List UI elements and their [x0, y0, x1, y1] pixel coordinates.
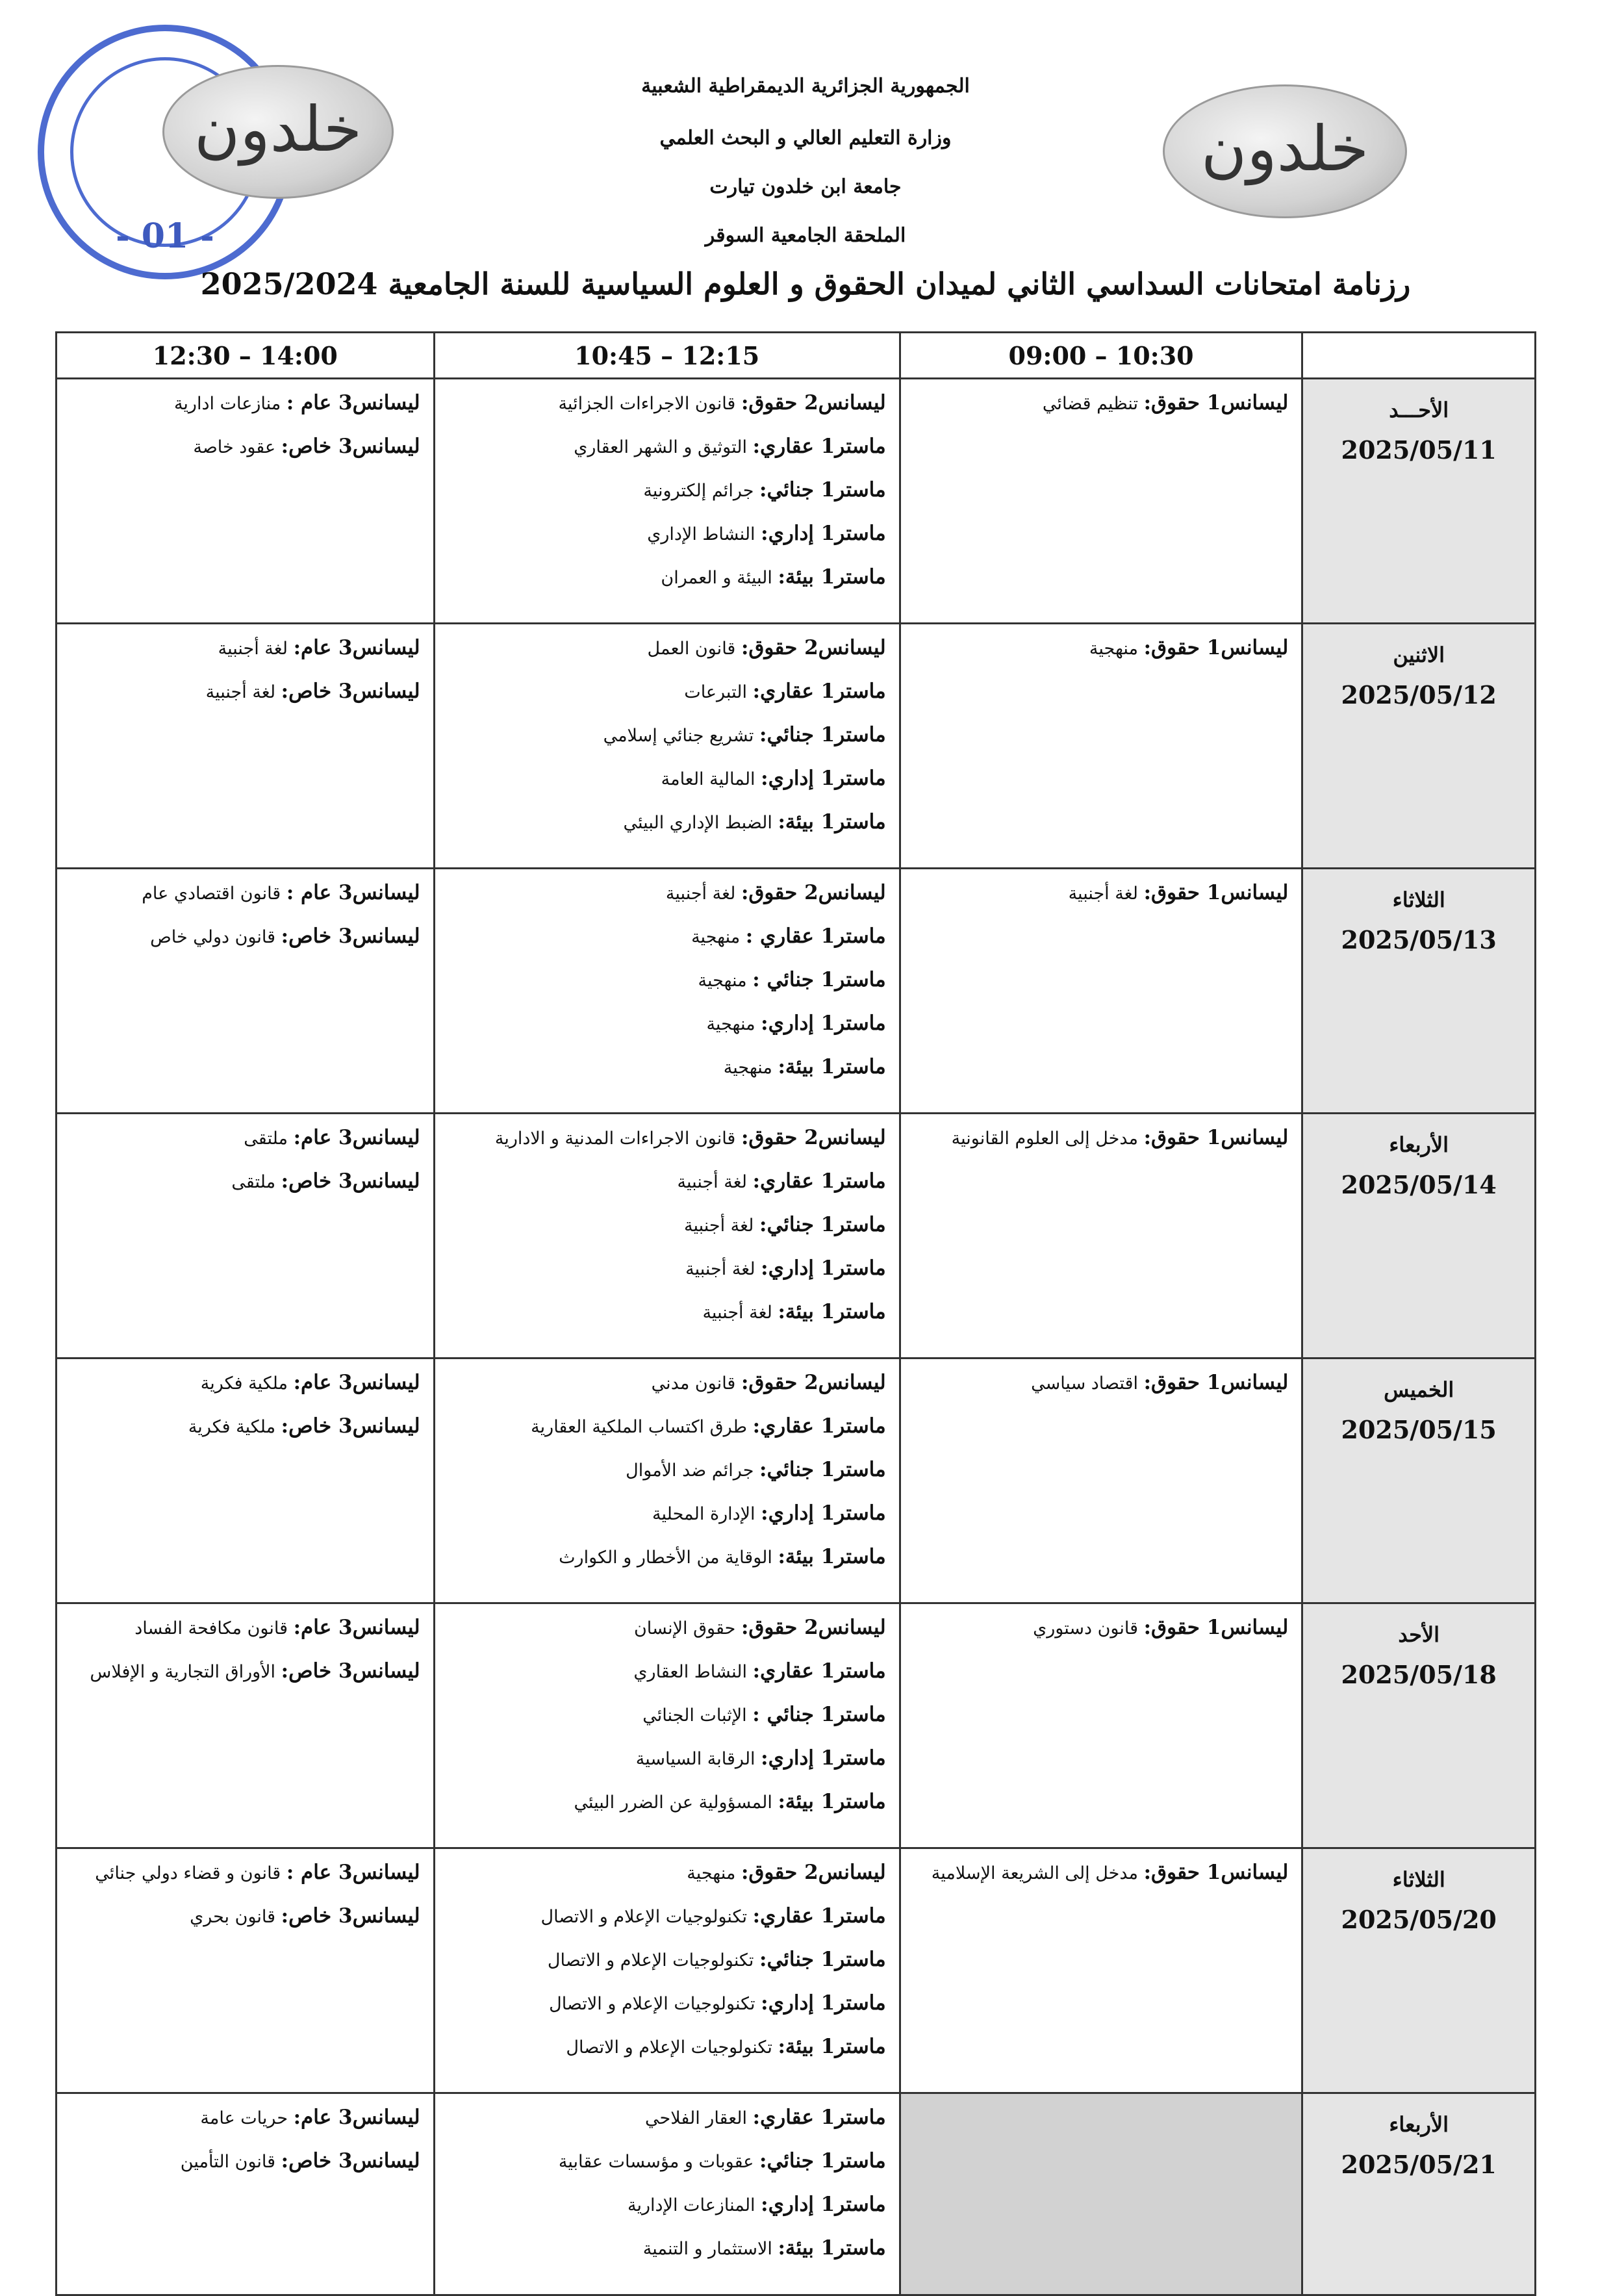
- column-header-slot1: 09:00 – 10:30: [900, 333, 1302, 379]
- exam-subject: لغة أجنبية: [685, 1259, 755, 1279]
- exam-entry: [70, 923, 420, 967]
- exam-entry: [448, 1054, 886, 1097]
- exam-level: ماستر1 جنائي:: [759, 1458, 886, 1481]
- exam-level: ليسانس1 حقوق:: [1143, 1861, 1289, 1884]
- exam-cell-slot3: [57, 379, 435, 624]
- exam-level: ليسانس3 خاص:: [281, 680, 420, 703]
- exam-subject: البيئة و العمران: [661, 568, 772, 588]
- exam-level: ماستر1 إداري:: [761, 1012, 886, 1035]
- exam-level: ماستر1 بيئة:: [778, 565, 886, 589]
- exam-entry: [448, 1299, 886, 1342]
- day-cell: [1302, 869, 1536, 1114]
- exam-entry: [448, 678, 886, 722]
- exam-subject: قانون مدني: [651, 1373, 736, 1394]
- exam-subject: منهجية: [691, 927, 741, 947]
- exam-level: ليسانس3 عام :: [286, 391, 420, 415]
- exam-level: ليسانس3 عام :: [286, 881, 420, 904]
- exam-entry: [70, 1413, 420, 1457]
- exam-entry: [70, 2148, 420, 2191]
- exam-cell-slot1: [900, 2093, 1302, 2295]
- exam-subject: منهجية: [687, 1863, 736, 1883]
- exam-level: ليسانس1 حقوق:: [1143, 391, 1289, 415]
- exam-subject: منهجية: [706, 1014, 755, 1034]
- official-stamp-number: - 01 -: [116, 216, 214, 256]
- exam-subject: الرقابة السياسية: [635, 1749, 755, 1769]
- exam-level: ليسانس2 حقوق:: [741, 1126, 886, 1149]
- exam-level: ليسانس2 حقوق:: [741, 1616, 886, 1639]
- exam-subject: قانون دستوري: [1033, 1618, 1138, 1639]
- exam-subject: الأوراق التجارية و الإفلاس: [90, 1662, 276, 1682]
- day-date: 2025/05/18: [1341, 1660, 1497, 1689]
- exam-level: ليسانس3 خاص:: [281, 1904, 420, 1928]
- exam-entry: [70, 1658, 420, 1702]
- exam-entry: [70, 1370, 420, 1413]
- exam-subject: ملكية فكرية: [188, 1417, 276, 1437]
- exam-subject: قانون اقتصادي عام: [142, 884, 281, 904]
- exam-subject: قانون دولي خاص: [150, 927, 276, 947]
- exam-entry: [448, 1500, 886, 1544]
- exam-cell-slot1: [900, 1603, 1302, 1848]
- day-name: الأربعاء: [1389, 1132, 1449, 1157]
- exam-cell-slot3: [57, 2093, 435, 2295]
- exam-level: ليسانس2 حقوق:: [741, 391, 886, 415]
- exam-subject: تكنولوجيات الإعلام و الاتصال: [540, 1907, 747, 1927]
- exam-subject: تنظيم قضائي: [1042, 394, 1138, 414]
- exam-level: ليسانس3 خاص:: [281, 1169, 420, 1193]
- day-name: الأربعاء: [1389, 2112, 1449, 2137]
- exam-level: ماستر1 جنائي :: [752, 1703, 886, 1726]
- exam-entry: [448, 1544, 886, 1587]
- day-cell: [1302, 1848, 1536, 2093]
- day-cell: [1302, 1603, 1536, 1848]
- exam-cell-slot3: [57, 869, 435, 1114]
- exam-level: ماستر1 عقاري:: [752, 435, 886, 458]
- exam-level: ماستر1 عقاري:: [752, 1904, 886, 1928]
- exam-level: ليسانس3 خاص:: [281, 2149, 420, 2173]
- exam-subject: الاستثمار و التنمية: [642, 2239, 772, 2259]
- exam-cell-slot3: [57, 1358, 435, 1603]
- exam-level: ماستر1 إداري:: [761, 1256, 886, 1280]
- exam-entry: [448, 809, 886, 852]
- logo-calligraphy: خلدون: [194, 93, 362, 166]
- exam-level: ماستر1 إداري:: [761, 1746, 886, 1770]
- exam-level: ماستر1 جنائي:: [759, 723, 886, 746]
- exam-schedule-table: [55, 331, 1536, 2296]
- exam-subject: ملتقى: [244, 1129, 288, 1149]
- exam-subject: لغة أجنبية: [205, 682, 276, 702]
- exam-level: ليسانس3 خاص:: [281, 1414, 420, 1438]
- exam-entry: [448, 1859, 886, 1903]
- exam-cell-slot1: [900, 1358, 1302, 1603]
- exam-subject: التوثيق و الشهر العقاري: [574, 437, 747, 457]
- exam-subject: قانون و قضاء دولي جنائي: [95, 1863, 281, 1883]
- logo-calligraphy: خلدون: [1200, 112, 1369, 185]
- exam-level: ماستر1 إداري:: [761, 767, 886, 790]
- exam-entry: [448, 564, 886, 607]
- exam-subject: الوقاية من الأخطار و الكوارث: [559, 1548, 772, 1568]
- exam-level: ماستر1 إداري:: [761, 2193, 886, 2216]
- exam-level: ليسانس3 عام:: [293, 2106, 420, 2129]
- exam-cell-slot3: [57, 1603, 435, 1848]
- exam-entry: [448, 967, 886, 1010]
- exam-entry: [448, 1990, 886, 2034]
- exam-subject: تكنولوجيات الإعلام و الاتصال: [549, 1994, 755, 2014]
- exam-cell-slot3: [57, 1848, 435, 2093]
- exam-level: ماستر1 بيئة:: [778, 1055, 886, 1078]
- exam-entry: [448, 1903, 886, 1946]
- exam-entry: [914, 390, 1289, 433]
- document-title: رزنامة امتحانات السداسي الثاني لميدان الحقوق و العلوم السياسية للسنة الجامعية 2025/2024: [200, 266, 1411, 301]
- exam-cell-slot2: [434, 1603, 900, 1848]
- exam-level: ماستر1 عقاري:: [752, 1169, 886, 1193]
- exam-cell-slot1: [900, 1114, 1302, 1358]
- exam-entry: [448, 2191, 886, 2235]
- day-date: 2025/05/20: [1341, 1905, 1497, 1934]
- exam-level: ليسانس2 حقوق:: [741, 636, 886, 659]
- exam-subject: عقوبات و مؤسسات عقابية: [558, 2152, 754, 2172]
- exam-entry: [914, 1125, 1289, 1168]
- exam-subject: النشاط العقاري: [633, 1662, 747, 1682]
- exam-entry: [448, 2148, 886, 2191]
- exam-level: ماستر1 إداري:: [761, 1991, 886, 2015]
- column-header-day: [1302, 333, 1536, 379]
- exam-entry: [70, 1614, 420, 1658]
- exam-level: ليسانس3 عام:: [293, 1126, 420, 1149]
- exam-entry: [448, 520, 886, 564]
- exam-entry: [70, 678, 420, 722]
- exam-cell-slot1: [900, 1848, 1302, 2093]
- day-name: الأحـــد: [1389, 398, 1449, 422]
- exam-entry: [70, 1859, 420, 1903]
- day-cell: [1302, 379, 1536, 624]
- exam-level: ليسانس3 عام:: [293, 1616, 420, 1639]
- exam-level: ماستر1 بيئة:: [778, 1300, 886, 1323]
- exam-entry: [448, 1370, 886, 1413]
- exam-subject: قانون العمل: [647, 639, 736, 659]
- exam-subject: حقوق الإنسان: [633, 1618, 736, 1639]
- day-cell: [1302, 624, 1536, 869]
- header-annex: الملحقة الجامعية السوقر: [705, 224, 906, 247]
- table-row: [57, 869, 1536, 1114]
- table-row: [57, 2093, 1536, 2295]
- exam-entry: [914, 1859, 1289, 1903]
- exam-subject: حريات عامة: [200, 2108, 288, 2128]
- exam-entry: [448, 1745, 886, 1789]
- exam-entry: [70, 2104, 420, 2148]
- exam-subject: الإدارة المحلية: [652, 1504, 755, 1524]
- schedule-body: [57, 379, 1536, 2295]
- table-row: [57, 1114, 1536, 1358]
- exam-subject: منهجية: [1089, 639, 1138, 659]
- day-date: 2025/05/15: [1341, 1415, 1497, 1444]
- exam-entry: [448, 1614, 886, 1658]
- exam-subject: منهجية: [723, 1058, 772, 1078]
- day-name: الثلاثاء: [1392, 887, 1445, 912]
- day-name: الأحد: [1398, 1622, 1440, 1647]
- exam-cell-slot2: [434, 1358, 900, 1603]
- day-date: 2025/05/11: [1341, 435, 1497, 465]
- university-logo-left: [162, 65, 394, 199]
- table-row: [57, 624, 1536, 869]
- day-name: الاثنين: [1393, 643, 1445, 667]
- exam-entry: [914, 1370, 1289, 1413]
- table-header-row: [57, 333, 1536, 379]
- exam-level: ماستر1 عقاري:: [752, 1659, 886, 1683]
- exam-level: ماستر1 إداري:: [761, 1501, 886, 1525]
- exam-subject: قانون بحري: [190, 1907, 276, 1927]
- exam-level: ليسانس3 عام :: [286, 1861, 420, 1884]
- exam-entry: [448, 477, 886, 520]
- exam-entry: [448, 1125, 886, 1168]
- exam-subject: عقود خاصة: [193, 437, 276, 457]
- university-logo-right: [1163, 84, 1407, 218]
- exam-level: ماستر1 عقاري:: [752, 680, 886, 703]
- exam-cell-slot1: [900, 379, 1302, 624]
- exam-level: ماستر1 عقاري :: [745, 925, 886, 948]
- exam-level: ليسانس3 خاص:: [281, 1659, 420, 1683]
- exam-subject: العقار الفلاحي: [645, 2108, 747, 2128]
- exam-entry: [70, 433, 420, 477]
- exam-level: ليسانس3 عام:: [293, 1371, 420, 1394]
- exam-level: ليسانس2 حقوق:: [741, 881, 886, 904]
- exam-entry: [914, 1614, 1289, 1658]
- day-date: 2025/05/13: [1341, 925, 1497, 954]
- exam-subject: المالية العامة: [661, 769, 755, 789]
- exam-entry: [70, 635, 420, 678]
- exam-cell-slot3: [57, 624, 435, 869]
- exam-level: ماستر1 جنائي:: [759, 478, 886, 502]
- exam-level: ليسانس2 حقوق:: [741, 1861, 886, 1884]
- exam-level: ماستر1 بيئة:: [778, 2035, 886, 2058]
- exam-cell-slot1: [900, 869, 1302, 1114]
- exam-entry: [448, 1946, 886, 1990]
- exam-cell-slot2: [434, 2093, 900, 2295]
- exam-entry: [448, 765, 886, 809]
- exam-cell-slot2: [434, 1114, 900, 1358]
- table-row: [57, 1848, 1536, 2093]
- exam-subject: طرق اكتساب الملكية العقارية: [531, 1417, 747, 1437]
- exam-level: ماستر1 بيئة:: [778, 1545, 886, 1568]
- exam-subject: تكنولوجيات الإعلام و الاتصال: [566, 2037, 772, 2058]
- exam-subject: ملتقى: [231, 1172, 276, 1192]
- exam-level: ليسانس3 خاص:: [281, 435, 420, 458]
- exam-level: ليسانس1 حقوق:: [1143, 1371, 1289, 1394]
- table-row: [57, 1603, 1536, 1848]
- exam-entry: [448, 1212, 886, 1255]
- exam-entry: [448, 1168, 886, 1212]
- exam-subject: لغة أجنبية: [702, 1303, 772, 1323]
- day-name: الثلاثاء: [1392, 1867, 1445, 1892]
- exam-entry: [448, 390, 886, 433]
- day-cell: [1302, 2093, 1536, 2295]
- exam-subject: النشاط الإداري: [647, 524, 755, 544]
- exam-subject: قانون الاجراءات الجزائية: [558, 394, 736, 414]
- day-cell: [1302, 1114, 1536, 1358]
- exam-subject: قانون التأمين: [180, 2152, 276, 2172]
- exam-entry: [70, 1125, 420, 1168]
- exam-subject: الإثبات الجنائي: [642, 1705, 747, 1726]
- exam-cell-slot1: [900, 624, 1302, 869]
- exam-level: ليسانس1 حقوق:: [1143, 1126, 1289, 1149]
- header-university: جامعة ابن خلدون تيارت: [709, 175, 902, 198]
- exam-entry: [448, 2034, 886, 2077]
- day-date: 2025/05/12: [1341, 680, 1497, 709]
- exam-subject: اقتصاد سياسي: [1031, 1373, 1138, 1394]
- table-row: [57, 1358, 1536, 1603]
- exam-subject: المنازعات الإدارية: [628, 2195, 755, 2215]
- exam-level: ماستر1 بيئة:: [778, 2236, 886, 2260]
- exam-level: ليسانس3 خاص:: [281, 925, 420, 948]
- exam-subject: لغة أجنبية: [665, 884, 736, 904]
- day-date: 2025/05/21: [1341, 2150, 1497, 2179]
- exam-subject: لغة أجنبية: [683, 1216, 754, 1236]
- exam-subject: تشريع جنائي إسلامي: [603, 726, 754, 746]
- exam-entry: [70, 390, 420, 433]
- exam-subject: المسؤولية عن الضرر البيئي: [574, 1792, 772, 1813]
- exam-cell-slot3: [57, 1114, 435, 1358]
- exam-entry: [914, 880, 1289, 923]
- exam-subject: لغة أجنبية: [1068, 884, 1138, 904]
- exam-entry: [70, 1168, 420, 1212]
- exam-subject: الضبط الإداري البيئي: [623, 813, 772, 833]
- header-republic: الجمهورية الجزائرية الديمقراطية الشعبية: [641, 75, 970, 97]
- exam-subject: مدخل إلى الشريعة الإسلامية: [931, 1863, 1138, 1883]
- exam-cell-slot2: [434, 869, 900, 1114]
- exam-entry: [70, 1903, 420, 1946]
- exam-level: ليسانس1 حقوق:: [1143, 1616, 1289, 1639]
- exam-subject: قانون الاجراءات المدنية و الادارية: [494, 1129, 736, 1149]
- exam-entry: [448, 1413, 886, 1457]
- exam-entry: [448, 880, 886, 923]
- exam-subject: منهجية: [698, 971, 747, 991]
- exam-entry: [448, 923, 886, 967]
- exam-cell-slot2: [434, 1848, 900, 2093]
- exam-subject: جرائم إلكترونية: [643, 481, 754, 501]
- exam-cell-slot2: [434, 624, 900, 869]
- exam-entry: [448, 2104, 886, 2148]
- exam-level: ليسانس3 عام:: [293, 636, 420, 659]
- exam-level: ماستر1 بيئة:: [778, 1790, 886, 1813]
- day-date: 2025/05/14: [1341, 1170, 1497, 1199]
- exam-subject: قانون مكافحة الفساد: [134, 1618, 288, 1639]
- exam-entry: [914, 635, 1289, 678]
- table-row: [57, 379, 1536, 624]
- exam-level: ماستر1 جنائي:: [759, 2149, 886, 2173]
- exam-entry: [448, 635, 886, 678]
- day-name: الخميس: [1384, 1377, 1454, 1402]
- exam-subject: لغة أجنبية: [218, 639, 288, 659]
- exam-subject: التبرعات: [684, 682, 747, 702]
- exam-level: ماستر1 جنائي:: [759, 1213, 886, 1236]
- exam-entry: [448, 722, 886, 765]
- exam-subject: منازعات ادارية: [173, 394, 281, 414]
- exam-level: ماستر1 جنائي:: [759, 1948, 886, 1971]
- column-header-slot2: 10:45 – 12:15: [434, 333, 900, 379]
- exam-subject: ملكية فكرية: [200, 1373, 288, 1394]
- day-cell: [1302, 1358, 1536, 1603]
- exam-entry: [448, 1010, 886, 1054]
- exam-level: ليسانس2 حقوق:: [741, 1371, 886, 1394]
- exam-entry: [448, 433, 886, 477]
- exam-level: ماستر1 بيئة:: [778, 810, 886, 834]
- exam-level: ماستر1 عقاري:: [752, 1414, 886, 1438]
- exam-cell-slot2: [434, 379, 900, 624]
- exam-level: ليسانس1 حقوق:: [1143, 881, 1289, 904]
- exam-level: ماستر1 جنائي :: [752, 968, 886, 991]
- exam-subject: تكنولوجيات الإعلام و الاتصال: [547, 1950, 754, 1971]
- exam-subject: لغة أجنبية: [677, 1172, 747, 1192]
- exam-entry: [448, 1255, 886, 1299]
- exam-entry: [448, 1457, 886, 1500]
- exam-entry: [448, 1702, 886, 1745]
- exam-entry: [448, 1789, 886, 1832]
- exam-level: ماستر1 إداري:: [761, 522, 886, 545]
- exam-entry: [70, 880, 420, 923]
- exam-entry: [448, 2235, 886, 2278]
- column-header-slot3: 12:30 – 14:00: [57, 333, 435, 379]
- exam-level: ماستر1 عقاري:: [752, 2106, 886, 2129]
- header-ministry: وزارة التعليم العالي و البحث العلمي: [659, 127, 952, 149]
- exam-subject: جرائم ضد الأموال: [626, 1461, 754, 1481]
- exam-entry: [448, 1658, 886, 1702]
- exam-subject: مدخل إلى العلوم القانونية: [951, 1129, 1138, 1149]
- exam-level: ليسانس1 حقوق:: [1143, 636, 1289, 659]
